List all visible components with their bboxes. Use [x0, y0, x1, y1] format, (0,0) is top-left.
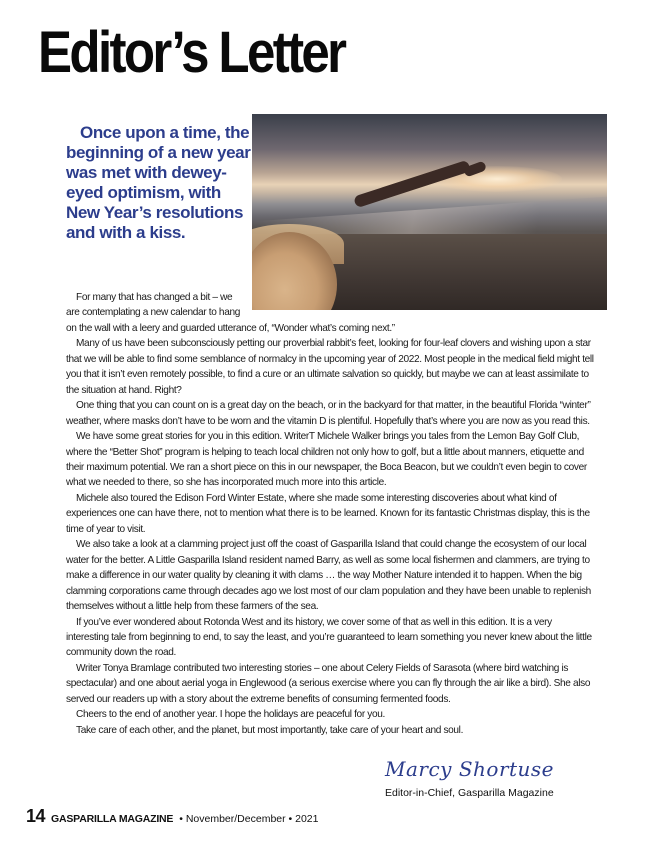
photo-wrap-spacer: [241, 290, 596, 315]
body-paragraph: If you’ve ever wondered about Rotonda West and its history, we cover some of that as well in this edition. It is a very interesting tale from beginning to end, to say the least, and you’re guaranteed to learn something you never knew about the little community down the road.: [66, 616, 592, 659]
lede-text: Once upon a time, the beginning of a new year was met with dewey-eyed optimism, with New Year’s resolutions and with a kiss.: [66, 123, 251, 242]
paragraph-text: For many that has changed a bit – we are contemplating a new calendar to hang on the wall with a leery and guarded utterance of, “Wonder what’s coming next.”: [66, 292, 395, 334]
page-title: Editor’s Letter: [38, 20, 345, 85]
page-number: 14: [26, 806, 46, 826]
body-paragraph: Cheers to the end of another year. I hope the holidays are peaceful for you.: [76, 709, 385, 721]
body-paragraph: We also take a look at a clamming project just off the coast of Gasparilla Island that could change the ecosystem of our local water for the better. A Little Gasparilla Island resident named Barry, as well as some local fishermen and clammers, are trying to make a difference in our water quality by cleaning it with clams … the way Mother Nature intended it to happen. When the big clamming corporations came through decades ago we lost most of our clam population and they have been unable to replenish themselves without a little help from these farmers of the sea.: [66, 539, 591, 613]
body-paragraph: Writer Tonya Bramlage contributed two interesting stories – one about Celery Fields of Sarasota (where bird watching is spectacular) and one about aerial yoga in Englewood (a serious exercise where you can fly through the air like a bird). She also served our readers up with a story about the extreme benefits of consuming fermented foods.: [66, 662, 591, 705]
body-paragraph: One thing that you can count on is a great day on the beach, or in the backyard for that matter, in the beautiful Florida “winter” weather, where masks don’t have to be worn and the vitamin D is plentiful. Hopefully that’s where you are now as you read this.: [66, 400, 591, 427]
body-paragraph: Michele also toured the Edison Ford Winter Estate, where she made some interesting discoveries about what kind of experiences one can have there, not to mention what there is to be learned. Known for its fantastic Christmas display, this is the time of year to visit.: [66, 492, 590, 535]
signature-caption: Editor-in-Chief, Gasparilla Magazine: [385, 787, 554, 799]
page-footer: [26, 806, 318, 827]
body-paragraph: Take care of each other, and the planet, but most importantly, take care of your heart and soul.: [76, 724, 464, 736]
magazine-name: GASPARILLA MAGAZINE: [51, 813, 174, 825]
article-body: [66, 290, 596, 738]
issue-date: • November/December • 2021: [179, 813, 319, 825]
body-paragraph: We have some great stories for you in this edition. WriterT Michele Walker brings you tales from the Lemon Bay Golf Club, where the “Better Shot” program is helping to teach local children not only how to golf, but a little about manners, etiquette and their maximum potential. We ran a short piece on this in our newspaper, the Boca Beacon, but we couldn’t even begin to cover what we needed to there, so she has incorporated much more into this article.: [66, 431, 587, 489]
lede-paragraph: [66, 123, 256, 243]
signature: Marcy Shortuse: [385, 757, 555, 781]
beach-photo: [252, 114, 607, 310]
body-paragraph: Many of us have been subconsciously petting our proverbial rabbit’s feet, looking for four-leaf clovers and wishing upon a star that we will be able to find some semblance of normalcy in the upcoming year of 2022. Most people in the medical field might tell you that it isn’t even remotely possible, to find a cure or an ultimate salvation so quickly, but maybe we can at least assimilate to the situation at hand. Right?: [66, 338, 594, 396]
